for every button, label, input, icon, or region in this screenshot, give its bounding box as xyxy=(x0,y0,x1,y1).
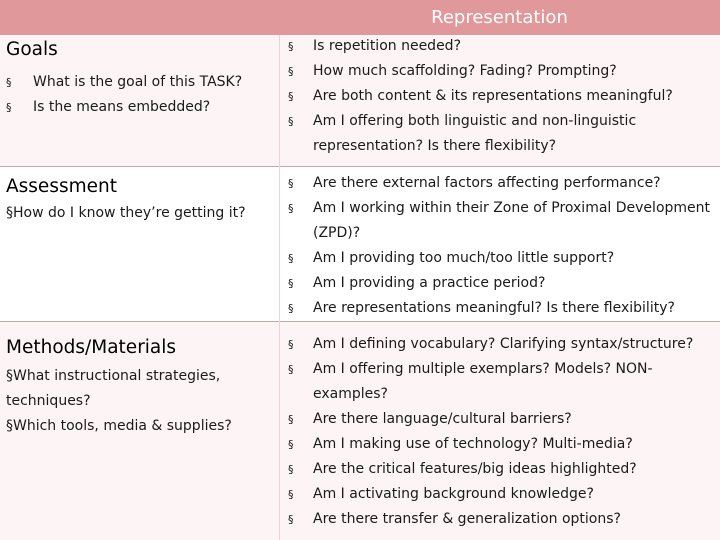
assessment-heading: Assessment xyxy=(6,176,117,197)
bullet-icon: § xyxy=(288,463,294,476)
bullet-icon: § xyxy=(288,513,294,526)
list-item: § Am I providing a practice period? xyxy=(288,271,718,296)
bullet-icon: § xyxy=(288,338,294,351)
list-item: § Is repetition needed? xyxy=(288,34,718,59)
bullet-icon: § xyxy=(288,40,294,53)
list-item: § Am I offering both linguistic and non-linguistic representation? Is there flexibility? xyxy=(288,109,718,159)
list-item: § Am I activating background knowledge? xyxy=(288,482,718,507)
list-item: § Are there transfer & generalization options? xyxy=(288,507,718,532)
bullet-icon: § xyxy=(288,90,294,103)
bullet-icon: § xyxy=(6,101,12,114)
row-assessment xyxy=(0,167,720,321)
list-item: § Are there language/cultural barriers? xyxy=(288,407,718,432)
list-item: § Are both content & its representations meaningful? xyxy=(288,84,718,109)
bullet-icon: § xyxy=(288,115,294,128)
bullet-icon: § xyxy=(288,302,294,315)
column-divider xyxy=(279,35,280,540)
list-item: § Are the critical features/big ideas highlighted? xyxy=(288,457,718,482)
list-item: § Am I making use of technology? Multi-media? xyxy=(288,432,718,457)
list-item: § Am I offering multiple exemplars? Models? NON-examples? xyxy=(288,357,718,407)
row-goals xyxy=(0,35,720,166)
methods-cell xyxy=(6,336,274,439)
bullet-icon: § xyxy=(288,252,294,265)
list-item: § Is the means embedded? xyxy=(6,95,274,120)
goals-cell xyxy=(6,38,274,120)
column-title-representation: Representation xyxy=(431,7,568,28)
table-header xyxy=(0,0,720,36)
list-item: § What is the goal of this TASK? xyxy=(6,70,274,95)
methods-heading: Methods/Materials xyxy=(6,337,177,358)
goals-representation-cell xyxy=(288,34,718,159)
list-item: § Are there external factors affecting performance? xyxy=(288,171,718,196)
goals-heading: Goals xyxy=(6,39,58,60)
list-item: § How much scaffolding? Fading? Prompting? xyxy=(288,59,718,84)
list-item: § Are representations meaningful? Is there flexibility? xyxy=(288,296,718,321)
bullet-icon: § xyxy=(6,76,12,89)
bullet-icon: § xyxy=(288,363,294,376)
list-item: § Am I defining vocabulary? Clarifying syntax/structure? xyxy=(288,332,718,357)
methods-question: §Which tools, media & supplies? xyxy=(6,418,232,434)
assessment-question: §How do I know they’re getting it? xyxy=(6,205,246,221)
bullet-icon: § xyxy=(288,413,294,426)
bullet-icon: § xyxy=(288,277,294,290)
list-item: § Am I working within their Zone of Proximal Development (ZPD)? xyxy=(288,196,718,246)
bullet-icon: § xyxy=(288,65,294,78)
methods-representation-cell xyxy=(288,332,718,532)
assessment-cell xyxy=(6,175,274,226)
bullet-icon: § xyxy=(288,438,294,451)
row-methods-materials xyxy=(0,322,720,540)
bullet-icon: § xyxy=(288,488,294,501)
bullet-icon: § xyxy=(288,202,294,215)
assessment-representation-cell xyxy=(288,171,718,321)
methods-question: §What instructional strategies, techniques? xyxy=(6,368,221,409)
bullet-icon: § xyxy=(288,177,294,190)
list-item: § Am I providing too much/too little support? xyxy=(288,246,718,271)
